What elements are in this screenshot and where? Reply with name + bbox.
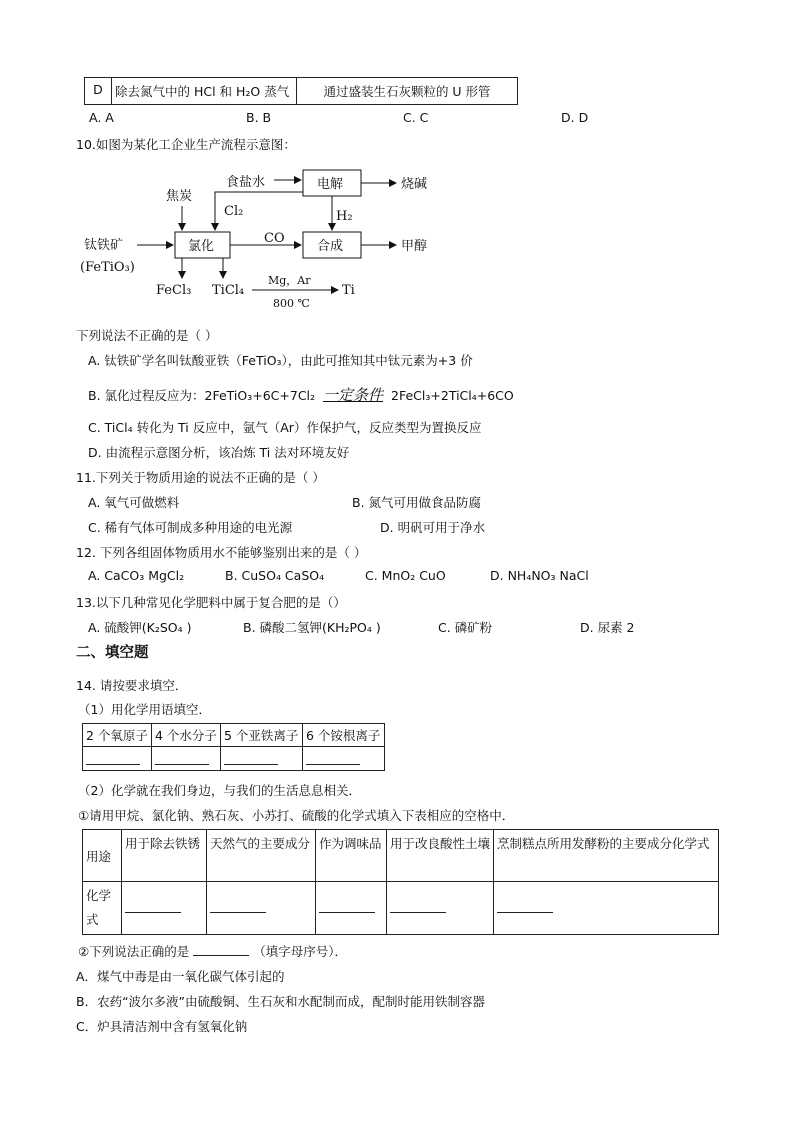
section-heading: 二、填空题 — [76, 645, 149, 661]
q11-option-a: A. 氧气可做燃料 — [88, 495, 180, 510]
q11-stem: 11.下列关于物质用途的说法不正确的是（ ） — [76, 470, 325, 485]
mg-ar-label: Mg，Ar — [268, 274, 311, 287]
use-natural-gas: 天然气的主要成分 — [207, 830, 316, 882]
cell-ferrous-ions: 5 个亚铁离子 — [221, 724, 303, 747]
answer-blank-3[interactable] — [221, 747, 303, 771]
q14-part2-2-text: ②下列说法正确的是 — [78, 944, 190, 959]
caustic-soda-label: 烧碱 — [401, 177, 428, 192]
q12-stem: 12. 下列各组固体物质用水不能够鉴别出来的是（ ） — [76, 545, 367, 560]
q9-option-a: A. A — [89, 110, 114, 125]
methanol-label: 甲醇 — [401, 239, 428, 254]
formula-blank-3[interactable] — [316, 882, 387, 935]
formula-blank-4[interactable] — [387, 882, 494, 935]
q14-statement-c: C．炉具清洁剂中含有氢氧化钠 — [76, 1019, 248, 1034]
ti-label: Ti — [342, 283, 355, 298]
q12-option-a: A. CaCO₃ MgCl₂ — [88, 568, 185, 583]
answer-blank-4[interactable] — [303, 747, 385, 771]
q14-statement-a: A．煤气中毒是由一氧化碳气体引起的 — [76, 969, 285, 984]
q10-question: 下列说法不正确的是（ ） — [76, 328, 218, 343]
q10-option-b-reactants: B. 氯化过程反应为：2FeTiO₃+6C+7Cl₂ — [88, 388, 316, 403]
formula-blank-1[interactable] — [122, 882, 207, 935]
ilmenite-label: 钛铁矿 — [84, 238, 124, 253]
use-soil-improvement: 用于改良酸性土壤 — [387, 830, 494, 882]
q10-option-a: A. 钛铁矿学名叫钛酸亚铁（FeTiO₃），由此可推知其中钛元素为+3 价 — [88, 353, 473, 368]
q9-option-c: C. C — [403, 110, 429, 125]
use-baking-powder: 烹制糕点所用发酵粉的主要成分化学式 — [494, 830, 719, 882]
q10-stem: 10.如图为某化工企业生产流程示意图： — [76, 137, 296, 152]
formula-blank-5[interactable] — [494, 882, 719, 935]
q13-option-a: A. 硫酸钾(K₂SO₄ ) — [88, 620, 192, 635]
formula-table — [82, 829, 719, 935]
row-letter: D — [85, 78, 112, 105]
q14-statement-b: B．农药“波尔多液”由硫酸铜、生石灰和水配制而成，配制时能用铁制容器 — [76, 994, 486, 1009]
co-label: CO — [264, 231, 285, 246]
q10-option-b-products: 2FeCl₃+2TiCl₄+6CO — [391, 388, 514, 403]
cell-oxygen-atoms: 2 个氧原子 — [83, 724, 152, 747]
row-label-use: 用途 — [83, 830, 122, 882]
q9-option-d: D. D — [561, 110, 589, 125]
ticl4-label: TiCl₄ — [212, 283, 245, 298]
answer-blank-2[interactable] — [152, 747, 221, 771]
q14-part2-2-hint: （填字母序号）． — [253, 944, 347, 959]
salt-water-label: 食盐水 — [226, 175, 266, 190]
temp-label: 800 ℃ — [273, 297, 310, 310]
q13-option-b: B. 磷酸二氢钾(KH₂PO₄ ) — [243, 620, 381, 635]
row-label-formula: 化学式 — [83, 882, 122, 935]
q11-option-c: C. 稀有气体可制成多种用途的电光源 — [88, 520, 293, 535]
q11-option-d: D. 明矾可用于净水 — [380, 520, 486, 535]
q13-stem: 13.以下几种常见化学肥料中属于复合肥的是（） — [76, 595, 346, 610]
chlorination-label: 氯化 — [188, 239, 215, 254]
use-seasoning: 作为调味品 — [316, 830, 387, 882]
coke-label: 焦炭 — [166, 189, 193, 204]
synthesis-label: 合成 — [317, 239, 344, 254]
top-option-table — [84, 77, 518, 105]
q14-part1: （1）用化学用语填空． — [78, 702, 211, 717]
electrolysis-label: 电解 — [317, 177, 344, 192]
h2-label: H₂ — [336, 209, 353, 224]
q14-stem: 14. 请按要求填空． — [76, 678, 188, 693]
q14-part2-1: ①请用甲烷、氯化钠、熟石灰、小苏打、硫酸的化学式填入下表相应的空格中． — [78, 808, 515, 823]
row-method: 通过盛装生石灰颗粒的 U 形管 — [297, 78, 518, 105]
fecl3-label: FeCl₃ — [156, 283, 192, 298]
reaction-condition: 一定条件 — [323, 386, 384, 404]
symbols-table — [82, 723, 385, 771]
answer-blank-letters[interactable] — [193, 954, 249, 956]
q13-option-c: C. 磷矿粉 — [438, 620, 493, 635]
q9-option-b: B. B — [246, 110, 272, 125]
q10-option-d: D. 由流程示意图分析，该冶炼 Ti 法对环境友好 — [88, 445, 350, 460]
answer-blank-1[interactable] — [83, 747, 152, 771]
cell-ammonium-ions: 6 个铵根离子 — [303, 724, 385, 747]
cl2-label: Cl₂ — [224, 204, 244, 219]
q10-option-b — [88, 384, 514, 405]
process-flow-diagram — [0, 160, 794, 320]
q14-part2: （2）化学就在我们身边，与我们的生活息息相关． — [78, 783, 361, 798]
q10-option-c: C. TiCl₄ 转化为 Ti 反应中，氩气（Ar）作保护气，反应类型为置换反应 — [88, 420, 482, 435]
q12-option-b: B. CuSO₄ CaSO₄ — [225, 568, 325, 583]
q12-option-c: C. MnO₂ CuO — [365, 568, 446, 583]
ilmenite-formula: (FeTiO₃) — [80, 260, 135, 275]
q12-option-d: D. NH₄NO₃ NaCl — [490, 568, 589, 583]
formula-blank-2[interactable] — [207, 882, 316, 935]
cell-water-molecules: 4 个水分子 — [152, 724, 221, 747]
q11-option-b: B. 氮气可用做食品防腐 — [352, 495, 482, 510]
use-rust-removal: 用于除去铁锈 — [122, 830, 207, 882]
q13-option-d: D. 尿素 2 — [580, 620, 635, 635]
q14-part2-2 — [78, 942, 347, 960]
row-purpose: 除去氮气中的 HCl 和 H₂O 蒸气 — [112, 78, 297, 105]
